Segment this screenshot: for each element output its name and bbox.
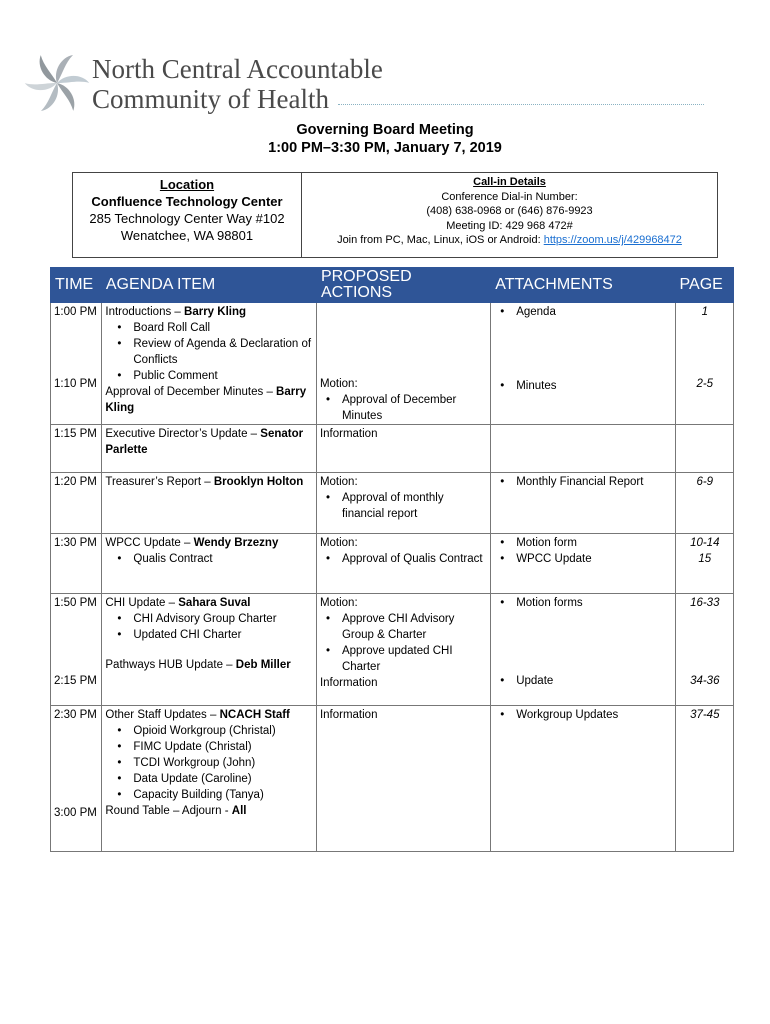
meeting-info-box [72, 172, 718, 258]
agenda-item-text: Treasurer’s Report – [105, 476, 214, 488]
page-number: 15 [698, 553, 712, 565]
callin-join-line [302, 233, 717, 248]
organization-logo [24, 50, 90, 116]
org-name-line-2: Community of Health [92, 84, 329, 114]
agenda-item-cell [102, 473, 317, 534]
page-cell [675, 425, 733, 473]
callin-heading: Call-in Details [473, 176, 546, 188]
action-list [320, 490, 488, 522]
proposed-actions-cell [316, 534, 490, 594]
page-number: 1 [701, 306, 708, 318]
agenda-item-text: Executive Director’s Update – [105, 428, 261, 440]
action-label: Information [319, 709, 378, 721]
list-item: • Review of Agenda & Declaration of Conflicts [105, 336, 314, 368]
attachments-cell [491, 473, 675, 534]
column-header-proposed-actions: PROPOSED ACTIONS [316, 268, 490, 303]
attachments-cell [491, 706, 675, 852]
agenda-time: 1:15 PM [54, 428, 97, 440]
action-label: Information [319, 428, 378, 440]
list-item: • Updated CHI Charter [105, 627, 314, 643]
agenda-item-cell [102, 706, 317, 852]
page-number: 16-33 [690, 597, 720, 609]
agenda-item-text: Introductions – [105, 306, 185, 318]
agenda-item-text: CHI Update – [105, 597, 179, 609]
agenda-subitem-list [105, 320, 314, 384]
attachments-cell [491, 303, 675, 425]
action-label: Motion: [319, 597, 358, 609]
agenda-item-cell [102, 425, 317, 473]
proposed-actions-cell [316, 425, 490, 473]
page-number: 37-45 [690, 709, 720, 721]
list-item: • Public Comment [105, 368, 314, 384]
list-item: • Minutes [494, 378, 672, 394]
column-header-time: TIME [51, 268, 102, 303]
callin-phone-numbers: (408) 638-0968 or (646) 876-9923 [426, 205, 593, 217]
agenda-time: 3:00 PM [54, 807, 97, 819]
list-item: • Qualis Contract [105, 551, 314, 567]
agenda-item-cell [102, 534, 317, 594]
proposed-actions-cell [316, 706, 490, 852]
list-item: • Board Roll Call [105, 320, 314, 336]
page-cell [675, 706, 733, 852]
agenda-item-title [105, 535, 314, 551]
agenda-item-presenter: Deb Miller [235, 659, 291, 671]
agenda-item-presenter: NCACH Staff [219, 709, 290, 721]
agenda-item-title [105, 474, 314, 490]
list-item: • Approval of monthly financial report [320, 490, 488, 522]
column-header-attachments: ATTACHMENTS [491, 268, 675, 303]
agenda-item-presenter: Brooklyn Holton [213, 476, 304, 488]
proposed-actions-cell [316, 303, 490, 425]
agenda-item-text: Approval of December Minutes – [105, 386, 277, 398]
column-header-agenda-item: AGENDA ITEM [102, 268, 317, 303]
action-list [320, 392, 488, 424]
agenda-time-cell [51, 425, 102, 473]
page-number: 6-9 [696, 476, 714, 488]
attachment-list [494, 673, 672, 689]
zoom-link[interactable]: https://zoom.us/j/429968472 [543, 234, 682, 246]
agenda-time: 1:30 PM [54, 537, 97, 549]
agenda-item-cell [102, 594, 317, 706]
agenda-item-cell [102, 303, 317, 425]
agenda-item-presenter: Senator Parlette [105, 428, 304, 456]
org-name-line-1: North Central Accountable [92, 54, 383, 84]
agenda-time: 2:30 PM [54, 709, 97, 721]
table-row [51, 425, 734, 473]
location-section [73, 173, 302, 257]
attachment-list [494, 595, 672, 611]
list-item: • FIMC Update (Christal) [105, 739, 314, 755]
agenda-subitem-list [105, 551, 314, 567]
list-item: • Update [494, 673, 672, 689]
attachment-list [494, 304, 672, 320]
attachment-list [494, 378, 672, 394]
header-divider [338, 104, 704, 105]
page-cell [675, 303, 733, 425]
action-label: Motion: [319, 537, 358, 549]
table-row [51, 303, 734, 425]
page-cell [675, 534, 733, 594]
agenda-item-title [105, 657, 314, 673]
agenda-time: 1:10 PM [54, 378, 97, 390]
agenda-subitem-list [105, 723, 314, 803]
list-item: • Approve updated CHI Charter [320, 643, 488, 675]
page-cell [675, 594, 733, 706]
location-address-line-1: 285 Technology Center Way #102 [89, 211, 285, 226]
list-item: • Agenda [494, 304, 672, 320]
action-label: Information [319, 677, 378, 689]
page-number: 34-36 [690, 675, 720, 687]
location-address-line-2: Wenatchee, WA 98801 [120, 228, 254, 243]
location-venue: Confluence Technology Center [91, 194, 283, 209]
list-item: • Capacity Building (Tanya) [105, 787, 314, 803]
callin-meeting-id: Meeting ID: 429 968 472# [446, 219, 573, 232]
agenda-time-cell [51, 303, 102, 425]
meeting-name: Governing Board Meeting [296, 122, 474, 138]
agenda-item-title [105, 707, 314, 723]
agenda-time-cell [51, 706, 102, 852]
callin-join-text: Join from PC, Mac, Linux, iOS or Android: [337, 234, 544, 246]
attachment-list [494, 707, 672, 723]
agenda-item-title [105, 426, 314, 458]
list-item: • CHI Advisory Group Charter [105, 611, 314, 627]
list-item: • Motion forms [494, 595, 672, 611]
list-item: • Opioid Workgroup (Christal) [105, 723, 314, 739]
action-list [320, 611, 488, 675]
agenda-item-title [105, 595, 314, 611]
agenda-subitem-list [105, 611, 314, 643]
table-row [51, 706, 734, 852]
list-item: • Data Update (Caroline) [105, 771, 314, 787]
agenda-time: 2:15 PM [54, 675, 97, 687]
location-heading: Location [159, 177, 215, 192]
agenda-item-presenter: Sahara Suval [178, 597, 251, 609]
action-label: Motion: [319, 378, 358, 390]
list-item: • Approval of Qualis Contract [320, 551, 488, 567]
list-item: • Motion form [494, 535, 672, 551]
callin-dial-label: Conference Dial-in Number: [441, 190, 578, 203]
agenda-item-presenter: All [231, 805, 247, 817]
agenda-item-presenter: Barry Kling [105, 386, 307, 414]
agenda-item-presenter: Barry Kling [184, 306, 247, 318]
agenda-time-cell [51, 534, 102, 594]
page-number: 2-5 [696, 378, 714, 390]
table-row [51, 473, 734, 534]
attachments-cell [491, 594, 675, 706]
callin-section [302, 173, 717, 257]
agenda-time: 1:00 PM [54, 306, 97, 318]
attachment-list [494, 535, 672, 567]
agenda-time: 1:50 PM [54, 597, 97, 609]
agenda-item-title [105, 384, 314, 416]
agenda-table [50, 267, 734, 852]
attachments-cell [491, 425, 675, 473]
page-number: 10-14 [690, 537, 720, 549]
agenda-item-title [105, 304, 314, 320]
proposed-actions-cell [316, 473, 490, 534]
attachments-cell [491, 534, 675, 594]
agenda-time-cell [51, 473, 102, 534]
action-label: Motion: [319, 476, 358, 488]
agenda-item-title [105, 803, 314, 819]
list-item: • Workgroup Updates [494, 707, 672, 723]
page-cell [675, 473, 733, 534]
list-item: • Approval of December Minutes [320, 392, 488, 424]
list-item: • Approve CHI Advisory Group & Charter [320, 611, 488, 643]
table-row [51, 594, 734, 706]
agenda-time-cell [51, 594, 102, 706]
action-list [320, 551, 488, 567]
agenda-item-text: Pathways HUB Update – [105, 659, 236, 671]
agenda-item-presenter: Wendy Brzezny [193, 537, 279, 549]
list-item: • WPCC Update [494, 551, 672, 567]
agenda-time: 1:20 PM [54, 476, 97, 488]
meeting-time: 1:00 PM–3:30 PM, January 7, 2019 [268, 140, 502, 156]
proposed-actions-cell [316, 594, 490, 706]
list-item: • Monthly Financial Report [494, 474, 672, 490]
agenda-header-row [51, 268, 734, 303]
table-row [51, 534, 734, 594]
agenda-item-text: Other Staff Updates – [105, 709, 220, 721]
attachment-list [494, 474, 672, 490]
list-item: • TCDI Workgroup (John) [105, 755, 314, 771]
meeting-title [0, 121, 770, 157]
agenda-item-text: WPCC Update – [105, 537, 194, 549]
column-header-page: PAGE [675, 268, 733, 303]
agenda-item-text: Round Table – Adjourn - [105, 805, 232, 817]
organization-name [92, 54, 383, 114]
